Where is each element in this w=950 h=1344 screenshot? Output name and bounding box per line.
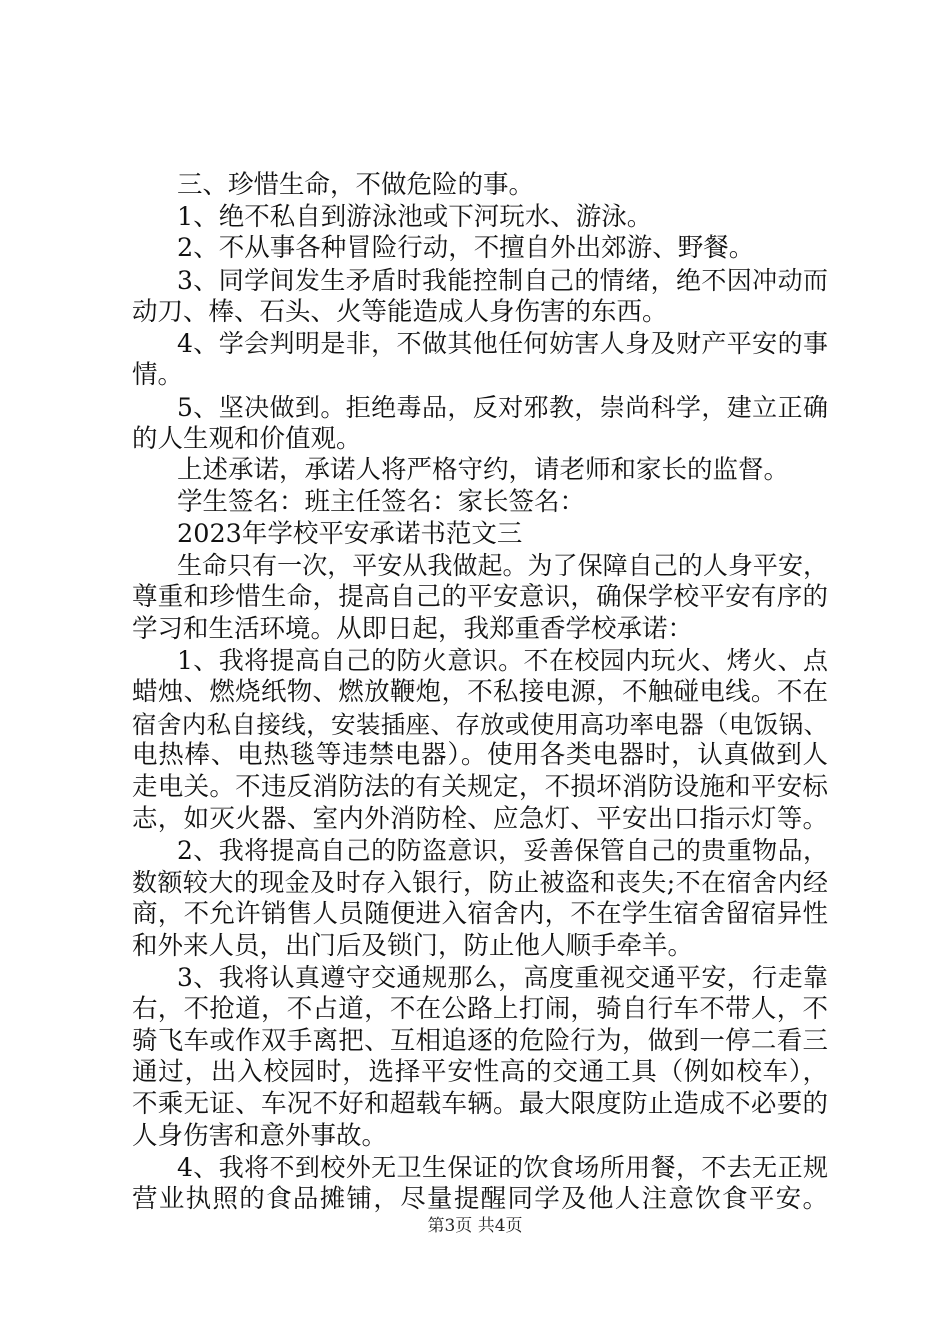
text-line: 蜡烛、燃烧纸物、燃放鞭炮，不私接电源，不触碰电线。不在 [132, 677, 828, 707]
text-line: 5、坚决做到。拒绝毒品，反对邪教，崇尚科学，建立正确 [177, 392, 828, 422]
text-line: 宿舍内私自接线，安装插座、存放或使用高功率电器（电饭锅、 [132, 709, 828, 739]
text-line: 学习和生活环境。从即日起，我郑重香学校承诺： [132, 613, 694, 644]
text-line: 和外来人员，出门后及锁门，防止他人顺手牵羊。 [132, 930, 694, 961]
text-line: 营业执照的食品摊铺，尽量提醒同学及他人注意饮食平安。 [132, 1184, 828, 1214]
text-line: 数额较大的现金及时存入银行，防止被盗和丧失;不在宿舍内经 [132, 868, 828, 898]
text-line: 不乘无证、车况不好和超载车辆。最大限度防止造成不必要的 [132, 1088, 828, 1119]
text-line: 尊重和珍惜生命，提高自己的平安意识，确保学校平安有序的 [132, 581, 828, 612]
text-line: 2、我将提高自己的防盗意识，妥善保管自己的贵重物品， [177, 836, 828, 866]
text-line: 电热棒、电热毯等违禁电器）。使用各类电器时，认真做到人 [132, 740, 828, 771]
text-line: 动刀、棒、石头、火等能造成人身伤害的东西。 [132, 296, 668, 327]
text-line: 商，不允许销售人员随便进入宿舍内，不在学生宿舍留宿异性 [132, 898, 828, 929]
text-line: 2、不从事各种冒险行动，不擅自外出郊游、野餐。 [177, 233, 755, 264]
text-line: 上述承诺，承诺人将严格守约，请老师和家长的监督。 [177, 455, 790, 486]
page-footer: 第3页 共4页 [427, 1216, 523, 1236]
text-line: 2023年学校平安承诺书范文三 [177, 518, 523, 549]
text-line: 4、学会判明是非，不做其他任何妨害人身及财产平安的事 [177, 329, 828, 359]
text-line: 4、我将不到校外无卫生保证的饮食场所用餐，不去无正规 [177, 1153, 828, 1183]
text-line: 通过，出入校园时，选择平安性高的交通工具（例如校车）， [132, 1057, 828, 1088]
text-line: 生命只有一次，平安从我做起。为了保障自己的人身平安， [177, 551, 828, 581]
text-line: 1、我将提高自己的防火意识。不在校园内玩火、烤火、点 [177, 646, 828, 676]
text-line: 人身伤害和意外事故。 [132, 1120, 388, 1151]
text-line: 1、绝不私自到游泳池或下河玩水、游泳。 [177, 201, 653, 232]
text-line: 3、我将认真遵守交通规那么，高度重视交通平安，行走靠 [177, 963, 828, 993]
text-line: 3、同学间发生矛盾时我能控制自己的情绪，绝不因冲动而 [177, 266, 828, 296]
text-line: 骑飞车或作双手离把、互相追逐的危险行为，做到一停二看三 [132, 1025, 828, 1056]
text-line: 情。 [132, 360, 184, 391]
text-line: 走电关。不违反消防法的有关规定，不损坏消防设施和平安标 [132, 772, 828, 803]
text-line: 志，如灭火器、室内外消防栓、应急灯、平安出口指示灯等。 [132, 803, 828, 834]
text-line: 右，不抢道，不占道，不在公路上打闹，骑自行车不带人，不 [132, 993, 828, 1024]
text-line: 的人生观和价值观。 [132, 423, 362, 454]
document-body [132, 170, 828, 1216]
text-line: 学生签名：班主任签名：家长签名： [177, 486, 586, 517]
text-line: 三、珍惜生命，不做危险的事。 [177, 170, 535, 200]
